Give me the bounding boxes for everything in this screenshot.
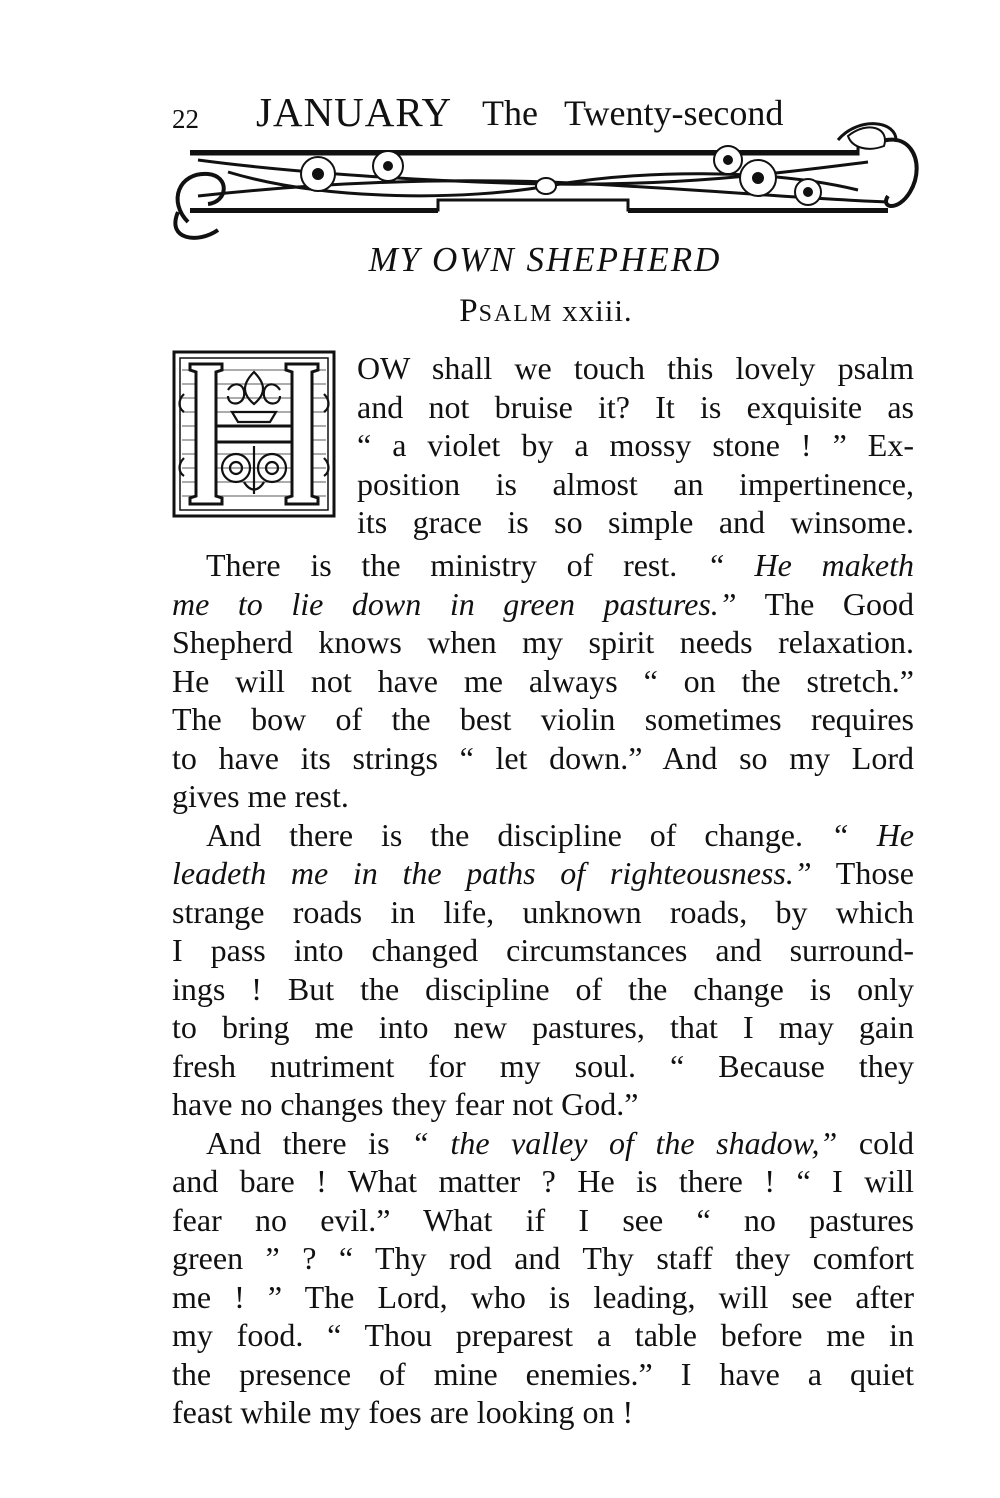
text-segment: fear no evil.” What if I see “ no pastures [172, 1201, 914, 1238]
text-line: OW shall we touch this lovely psalm [357, 350, 914, 386]
text-segment: feast while my foes are looking on ! [172, 1394, 634, 1430]
text-line [172, 777, 914, 816]
text-segment: the presence of mine enemies.” I have a quiet [172, 1355, 914, 1392]
text-line [172, 1239, 914, 1278]
text-segment: I pass into changed circumstances and surround- [172, 932, 914, 968]
text-segment: And there is the discipline of change. [206, 816, 831, 853]
text-segment: cold [837, 1124, 915, 1161]
text-line [172, 1201, 914, 1240]
italic-quote: me to lie down in green pastures.” [172, 585, 737, 622]
text-segment: ings ! But the discipline of the change is only [172, 970, 914, 1007]
floral-banner-ornament [168, 112, 928, 252]
text-segment: And there is [206, 1124, 412, 1161]
text-line [172, 970, 914, 1009]
italic-quote: “ He [830, 816, 915, 853]
reference-initial: P [459, 293, 479, 329]
text-segment: There is the ministry of rest. [206, 547, 708, 583]
text-line: its grace is so simple and winsome. [357, 504, 914, 540]
text-segment: strange roads in life, unknown roads, by which [172, 893, 914, 930]
text-segment: to have its strings “ let down.” And so my Lord [172, 739, 914, 776]
scripture-reference [0, 293, 1000, 330]
text-line [172, 1124, 914, 1163]
text-line [172, 623, 914, 662]
text-segment: The bow of the best violin sometimes requires [172, 701, 914, 737]
text-line [172, 893, 914, 932]
text-line [172, 1316, 914, 1355]
text-line [172, 1085, 914, 1124]
article-title: MY OWN SHEPHERD [368, 240, 722, 279]
italic-quote: leadeth me in the paths of righteousness.” [172, 855, 812, 891]
body-text [172, 546, 914, 1432]
italic-quote: “ the valley of the shadow,” [411, 1124, 838, 1161]
opening-paragraph [172, 349, 914, 542]
text-line [172, 1355, 914, 1394]
italic-quote: “ He maketh [707, 547, 915, 583]
text-line [172, 1162, 914, 1201]
text-segment: Shepherd knows when my spirit needs relaxation. [172, 624, 914, 660]
text-line [172, 1278, 914, 1317]
reference-chapter: xxiii. [562, 293, 633, 328]
text-line [172, 1047, 914, 1086]
text-segment: The Good [736, 585, 914, 622]
text-line [172, 854, 914, 893]
text-segment: have no changes they fear not God.” [172, 1086, 639, 1122]
text-line [172, 1008, 914, 1047]
text-segment: He will not have me always “ on the stretch.” [172, 662, 914, 699]
text-segment: gives me rest. [172, 778, 349, 814]
text-line: “ a violet by a mossy stone ! ” Ex- [357, 427, 914, 463]
reference-smallcaps: SALM [478, 301, 554, 327]
header-the: The [482, 93, 538, 133]
text-line [172, 585, 914, 624]
page-number: 22 [172, 104, 199, 134]
text-line [172, 816, 914, 855]
text-segment: fresh nutriment for my soul. “ Because they [172, 1047, 914, 1084]
text-line [172, 1393, 914, 1432]
text-line [172, 662, 914, 701]
text-line [172, 931, 914, 970]
text-line [172, 700, 914, 739]
text-segment: and bare ! What matter ? He is there ! “ I will [172, 1163, 914, 1199]
text-line: position is almost an impertinence, [357, 465, 914, 502]
text-line [172, 546, 914, 585]
header-month: JANUARY [256, 89, 453, 135]
text-line [172, 739, 914, 778]
text-segment: green ” ? “ Thy rod and Thy staff they comfort [172, 1240, 914, 1276]
text-segment: me ! ” The Lord, who is leading, will see after [172, 1278, 914, 1315]
text-segment: my food. “ Thou preparest a table before me in [172, 1317, 914, 1353]
header-day: Twenty-second [564, 93, 784, 133]
text-segment: to bring me into new pastures, that I may gain [172, 1009, 914, 1045]
text-line: and not bruise it? It is exquisite as [357, 388, 914, 425]
text-segment: Those [811, 855, 915, 891]
